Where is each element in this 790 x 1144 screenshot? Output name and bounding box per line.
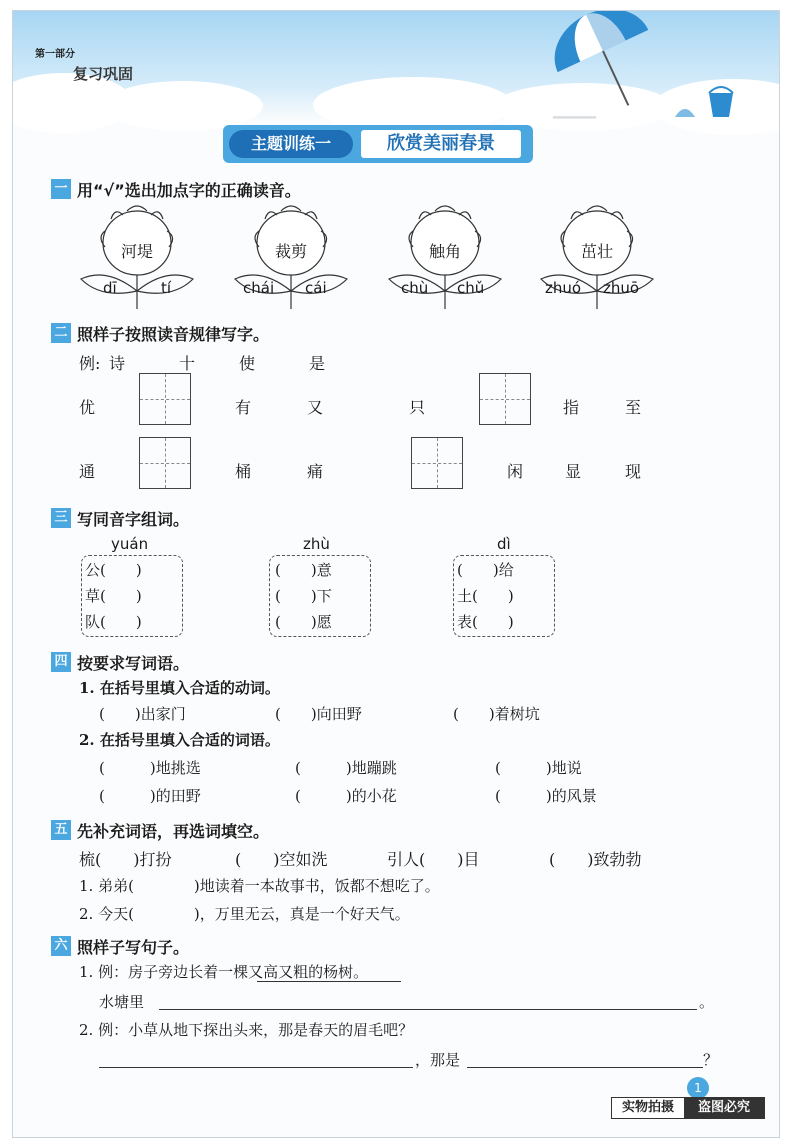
banner-title: 欣赏美丽春景 bbox=[361, 130, 521, 158]
group-1-line[interactable]: 公( ) bbox=[85, 561, 142, 579]
idiom[interactable]: ( )致勃勃 bbox=[549, 850, 642, 869]
bleed-through: ▁▁▁▁ bbox=[553, 103, 597, 119]
footer-right-label: 盗图必究 bbox=[684, 1098, 764, 1118]
q1-item[interactable]: ( )着树坑 bbox=[453, 705, 540, 723]
bucket-icon bbox=[703, 85, 743, 121]
section-3-title: 写同音字组词。 bbox=[77, 510, 190, 529]
section-6-badge: 六 bbox=[51, 936, 71, 956]
q2-item[interactable]: ( )地蹦跳 bbox=[295, 759, 397, 777]
q2-item[interactable]: ( )的田野 bbox=[99, 787, 201, 805]
part-label: 第一部分 bbox=[35, 49, 75, 60]
q2-prompt: 2. 在括号里填入合适的词语。 bbox=[79, 731, 280, 749]
group-3-line[interactable]: ( )给 bbox=[457, 561, 514, 579]
writing-grid[interactable] bbox=[479, 373, 531, 425]
section-2-title: 照样子按照读音规律写字。 bbox=[77, 325, 270, 344]
char: 通 bbox=[79, 462, 96, 481]
char: 指 bbox=[563, 398, 580, 417]
flower-2-left-pinyin[interactable]: chái bbox=[243, 279, 275, 297]
flower-3-right-pinyin[interactable]: chǔ bbox=[457, 279, 485, 297]
workbook-page bbox=[12, 10, 780, 1138]
s6-example-2: 2. 例：小草从地下探出头来，那是春天的眉毛吧？ bbox=[79, 1021, 414, 1039]
q2-item[interactable]: ( )的风景 bbox=[495, 787, 597, 805]
fill1-end: 。 bbox=[699, 993, 715, 1011]
char: 又 bbox=[307, 398, 324, 417]
banner-label: 主题训练一 bbox=[229, 130, 353, 158]
answer-line-1[interactable] bbox=[159, 1009, 697, 1010]
flower-3-left-pinyin[interactable]: chù bbox=[401, 279, 429, 297]
q1-prompt: 1. 在括号里填入合适的动词。 bbox=[79, 679, 280, 697]
q2-item[interactable]: ( )地说 bbox=[495, 759, 582, 777]
footer-left-label: 实物拍摄 bbox=[612, 1098, 684, 1118]
char: 痛 bbox=[307, 462, 324, 481]
section-subtitle: 复习巩固 bbox=[73, 65, 134, 83]
flower-1-word: 河堤 bbox=[121, 242, 154, 261]
s5-sentence-2[interactable]: 2. 今天( )，万里无云，真是一个好天气。 bbox=[79, 905, 410, 923]
fill1-start: 水塘里 bbox=[99, 993, 145, 1011]
char: 闲 bbox=[507, 462, 524, 481]
section-2-badge: 二 bbox=[51, 323, 71, 343]
flower-1-left-pinyin[interactable]: dī bbox=[103, 279, 117, 297]
char: 桶 bbox=[235, 462, 252, 481]
group-1-line[interactable]: 草( ) bbox=[85, 587, 142, 605]
writing-grid[interactable] bbox=[411, 437, 463, 489]
section-1-title: 用“√”选出加点字的正确读音。 bbox=[77, 181, 301, 200]
s6-example-1: 1. 例：房子旁边长着一棵又高又粗的杨树。 bbox=[79, 963, 369, 981]
answer-line-2a[interactable] bbox=[99, 1067, 413, 1068]
fill2-mid: ，那是 bbox=[415, 1051, 461, 1069]
example-word: 使 bbox=[239, 354, 256, 373]
idiom[interactable]: ( )空如洗 bbox=[235, 850, 328, 869]
section-3-badge: 三 bbox=[51, 508, 71, 528]
group-2-line[interactable]: ( )下 bbox=[275, 587, 332, 605]
example-label: 例: bbox=[79, 354, 101, 373]
flower-1-right-pinyin[interactable]: tí bbox=[161, 279, 172, 297]
flower-4-right-pinyin[interactable]: zhuō bbox=[603, 279, 640, 297]
section-4-title: 按要求写词语。 bbox=[77, 654, 190, 673]
char: 有 bbox=[235, 398, 252, 417]
example-word: 十 bbox=[179, 354, 196, 373]
footer-stamp bbox=[611, 1097, 765, 1119]
page-number: 1 bbox=[687, 1077, 709, 1099]
char: 优 bbox=[79, 398, 96, 417]
section-5-title: 先补充词语，再选词填空。 bbox=[77, 822, 270, 841]
idiom[interactable]: 梳( )打扮 bbox=[79, 850, 172, 869]
flower-3-word: 触角 bbox=[429, 242, 462, 261]
s5-sentence-1[interactable]: 1. 弟弟( )地读着一本故事书，饭都不想吃了。 bbox=[79, 877, 440, 895]
char: 现 bbox=[625, 462, 642, 481]
shell-icon bbox=[673, 101, 697, 121]
flower-4-word: 茁壮 bbox=[581, 242, 614, 261]
section-4-badge: 四 bbox=[51, 652, 71, 672]
group-1-line[interactable]: 队( ) bbox=[85, 613, 142, 631]
group-2-pinyin: zhù bbox=[303, 535, 330, 553]
char: 至 bbox=[625, 398, 642, 417]
section-1-badge: 一 bbox=[51, 179, 71, 199]
writing-grid[interactable] bbox=[139, 373, 191, 425]
idiom[interactable]: 引人( )目 bbox=[387, 850, 480, 869]
writing-grid[interactable] bbox=[139, 437, 191, 489]
group-2-line[interactable]: ( )愿 bbox=[275, 613, 332, 631]
flower-2-right-pinyin[interactable]: cái bbox=[305, 279, 327, 297]
cloud-decoration bbox=[103, 81, 263, 131]
q2-item[interactable]: ( )地挑选 bbox=[99, 759, 201, 777]
group-3-line[interactable]: 土( ) bbox=[457, 587, 514, 605]
flower-2-word: 裁剪 bbox=[275, 242, 308, 261]
section-5-badge: 五 bbox=[51, 820, 71, 840]
example-word: 是 bbox=[309, 354, 326, 373]
section-6-title: 照样子写句子。 bbox=[77, 938, 190, 957]
flower-4-left-pinyin[interactable]: zhuó bbox=[545, 279, 582, 297]
char: 只 bbox=[409, 398, 426, 417]
group-3-pinyin: dì bbox=[497, 535, 511, 553]
fill2-end: ？ bbox=[703, 1051, 719, 1069]
q1-item[interactable]: ( )出家门 bbox=[99, 705, 186, 723]
group-2-line[interactable]: ( )意 bbox=[275, 561, 332, 579]
q2-item[interactable]: ( )的小花 bbox=[295, 787, 397, 805]
group-1-pinyin: yuán bbox=[111, 535, 149, 553]
topic-banner bbox=[223, 125, 533, 163]
q1-item[interactable]: ( )向田野 bbox=[275, 705, 362, 723]
group-3-line[interactable]: 表( ) bbox=[457, 613, 514, 631]
example-underline bbox=[257, 981, 401, 982]
example-word: 诗 bbox=[109, 354, 126, 373]
char: 显 bbox=[565, 462, 582, 481]
answer-line-2b[interactable] bbox=[467, 1067, 703, 1068]
beach-umbrella-icon bbox=[548, 11, 658, 111]
